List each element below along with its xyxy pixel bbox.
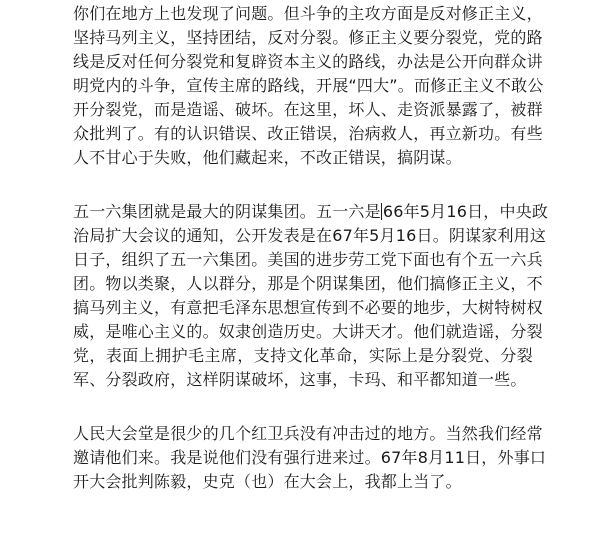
text-line: 你们在地方上也发现了问题。但斗争的主攻方面是反对修正主义， [73, 4, 543, 23]
text-line: 军、分裂政府，这样阴谋破坏，这事，卡玛、和平都知道一些。 [73, 370, 527, 389]
text-line: 开分裂党，而是造谣、破坏。在这里，坏人、走资派暴露了，被群 [73, 100, 543, 119]
article-body [73, 2, 549, 494]
paragraph-1 [73, 2, 544, 170]
text-line: 众批判了。有的认识错误、改正错误，治病救人，再立新功。有些 [73, 124, 543, 143]
text-line: 搞马列主义，有意把毛泽东思想宣传到不必要的地步，大树特树权 [73, 298, 543, 317]
text-line: 威，是唯心主义的。奴隶创造历史。大讲天才。他们就造谣，分裂 [73, 322, 543, 341]
paragraph-3 [73, 422, 547, 494]
text-line: 坚持马列主义，坚持团结，反对分裂。修正主义要分裂党，党的路 [73, 28, 543, 47]
text-line-with-caret[interactable] [73, 200, 549, 224]
text-segment: 66年5月16日，中央政 [382, 202, 549, 221]
text-line: 人不甘心于失败，他们藏起来，不改正错误，搞阴谋。 [73, 148, 462, 167]
paragraph-2 [73, 200, 549, 392]
text-line: 明党内的斗争，宣传主席的路线，开展“四大”。而修正主义不敢公 [73, 76, 544, 95]
text-segment: 五一六集团就是最大的阴谋集团。五一六是 [73, 202, 381, 221]
text-line: 党，表面上拥护毛主席，支持文化革命，实际上是分裂党、分裂 [73, 346, 533, 365]
text-line: 邀请他们来。我是说他们没有强行进来过。67年8月11日，外事口 [73, 448, 547, 467]
text-line: 开大会批判陈毅，史克（也）在大会上，我都上当了。 [73, 472, 462, 491]
text-line: 团。物以类聚，人以群分，那是个阴谋集团，他们搞修正主义，不 [73, 274, 543, 293]
text-line: 线是反对任何分裂党和复辟资本主义的路线，办法是公开向群众讲 [73, 52, 543, 71]
text-line: 治局扩大会议的通知，公开发表是在67年5月16日。阴谋家利用这 [73, 226, 547, 245]
text-line: 人民大会堂是很少的几个红卫兵没有冲击过的地方。当然我们经常 [73, 424, 543, 443]
text-line: 日子，组织了五一六集团。美国的进步劳工党下面也有个五一六兵 [73, 250, 543, 269]
